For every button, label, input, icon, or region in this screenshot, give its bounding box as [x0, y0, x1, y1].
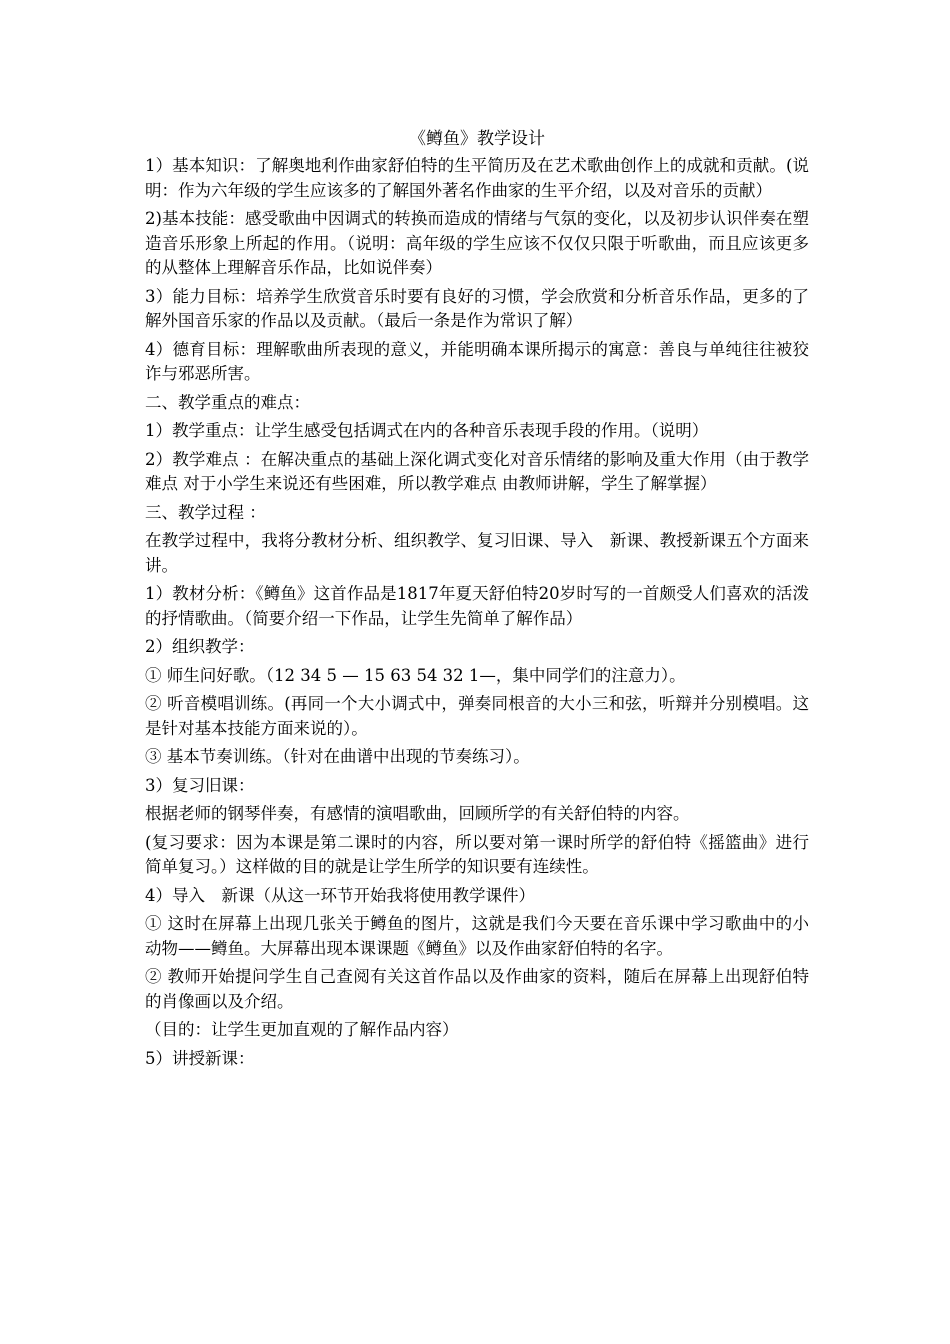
paragraph-basic-skills: 2)基本技能：感受歌曲中因调式的转换而造成的情绪与气氛的变化，以及初步认识伴奏在塑造音乐形象上所起的作用。（说明：高年级的学生应该不仅仅只限于听歌曲，而且应该更多的从整体上理解音乐作品，比如说伴奏） [145, 209, 809, 277]
paragraph-key-point: 1）教学重点：让学生感受包括调式在内的各种音乐表现手段的作用。（说明） [145, 421, 709, 440]
paragraph-material-analysis: 1）教材分析：《鳟鱼》这首作品是1817年夏天舒伯特20岁时写的一首颇受人们喜欢的活泼的抒情歌曲。（简要介绍一下作品，让学生先简单了解作品） [145, 584, 809, 628]
paragraph-review-singing: 根据老师的钢琴伴奏，有感情的演唱歌曲，回顾所学的有关舒伯特的内容。 [145, 804, 690, 823]
document-title: 《鳟鱼》教学设计 [409, 129, 545, 149]
paragraph-process-overview: 在教学过程中，我将分教材分析、组织教学、复习旧课、导入 新课、教授新课五个方面来讲。 [145, 531, 809, 575]
list-item-trout-pictures: ① 这时在屏幕上出现几张关于鳟鱼的图片，这就是我们今天要在音乐课中学习歌曲中的小动物——鳟鱼。大屏幕出现本课课题《鳟鱼》以及作曲家舒伯特的名字。 [145, 914, 809, 958]
document-page [145, 126, 809, 1075]
list-item-greeting-song: ① 师生问好歌。（12 34 5 — 15 63 54 32 1—，集中同学们的注意力）。 [145, 665, 686, 685]
paragraph-review-old-lesson: 3）复习旧课： [145, 775, 255, 795]
paragraph-organize-teaching: 2）组织教学： [145, 637, 255, 656]
section-heading-key-difficult-points: 二、教学重点的难点： [145, 392, 310, 412]
paragraph-review-requirement: (复习要求：因为本课是第二课时的内容，所以要对第一课时所学的舒伯特《摇篮曲》进行简单复习。）这样做的目的就是让学生所学的知识要有连续性。 [145, 832, 809, 876]
section-heading-teaching-process: 三、教学过程 ： [145, 502, 266, 522]
paragraph-teach-new-lesson: 5）讲授新课： [145, 1048, 255, 1068]
paragraph-moral-goal: 4）德育目标：理解歌曲所表现的意义，并能明确本课所揭示的寓意：善良与单纯往往被狡诈与邪恶所害。 [145, 339, 809, 383]
paragraph-purpose-note: （目的：让学生更加直观的了解作品内容） [145, 1020, 459, 1039]
paragraph-basic-knowledge: 1）基本知识：了解奥地利作曲家舒伯特的生平简历及在艺术歌曲创作上的成就和贡献。(说明：作为六年级的学生应该多的了解国外著名作曲家的生平介绍，以及对音乐的贡献） [145, 156, 809, 200]
list-item-teacher-questions: ② 教师开始提问学生自己查阅有关这首作品以及作曲家的资料，随后在屏幕上出现舒伯特的肖像画以及介绍。 [145, 967, 809, 1011]
paragraph-difficult-point: 2）教学难点 ：在解决重点的基础上深化调式变化对音乐情绪的影响及重大作用（由于教学难点 对于小学生来说还有些困难，所以教学难点 由教师讲解，学生了解掌握） [145, 449, 809, 493]
paragraph-ability-goal: 3）能力目标：培养学生欣赏音乐时要有良好的习惯，学会欣赏和分析音乐作品，更多的了解外国音乐家的作品以及贡献。（最后一条是作为常识了解） [145, 286, 809, 330]
list-item-rhythm-training: ③ 基本节奏训练。（针对在曲谱中出现的节奏练习）。 [145, 747, 530, 766]
list-item-ear-training: ② 听音模唱训练。(再同一个大小调式中，弹奏同根音的大小三和弦，听辩并分别模唱。这是针对基本技能方面来说的）。 [145, 694, 809, 738]
paragraph-introduce-new-lesson: 4）导入 新课（从这一环节开始我将使用教学课件） [145, 885, 535, 905]
